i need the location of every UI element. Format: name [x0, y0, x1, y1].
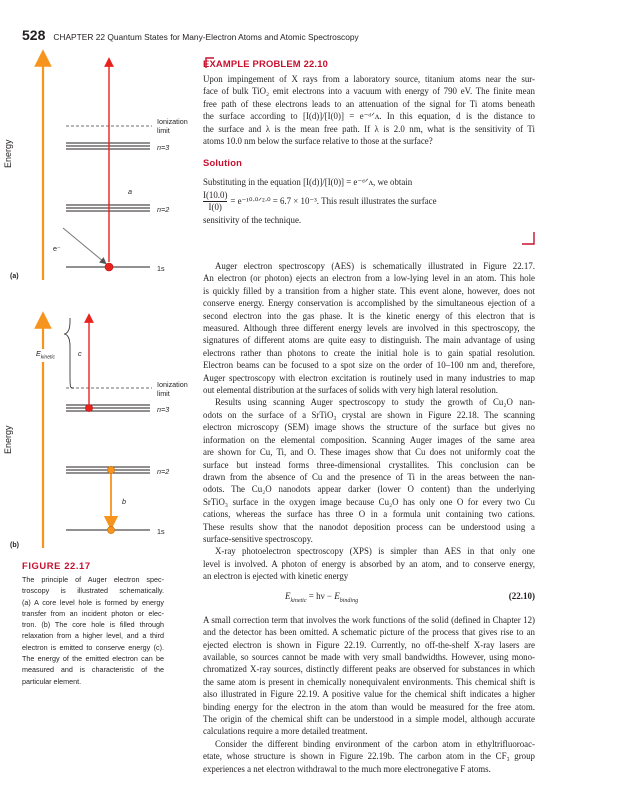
energy-levels-n3-b — [66, 405, 150, 411]
text-line: conserve energy. Energy conservation is accomplished by the simultaneous ejection of a — [203, 298, 535, 309]
text-line: The origin of the chemical shift can be understood in a simple model, although accurate — [203, 714, 535, 725]
1s-label-a: 1s — [157, 264, 165, 273]
text-line: ejected electron is shown in Figure 22.19. Currently, no off-the-shelf X-ray lasers are — [203, 639, 535, 650]
text-line: Auger spectroscopy with electron excitation is routinely used in many industries to map — [203, 372, 535, 383]
text-line: An electron (or photon) ejects an electron from a low-lying level in an atom. This hole — [203, 273, 535, 284]
paragraph-scanning-auger — [203, 396, 535, 545]
paragraph-ethyltrifluoroacetate — [203, 738, 535, 775]
text-line: Results using scanning Auger spectroscopy to study the growth of Cu₂O nan- — [215, 397, 535, 408]
arrow-c-label: c — [78, 349, 82, 358]
text-line: (a) A core level hole is formed by energy — [22, 597, 164, 607]
text-line: an electron is ejected with kinetic energy — [203, 571, 349, 582]
main-body-text — [203, 260, 535, 775]
solution-heading: Solution — [203, 157, 243, 169]
text-line: the same atom is present in chemically nonequivalent environments. This chemical shift is — [203, 676, 535, 687]
text-line: cations, whereas the surface has three O in a formula unit containing two cations. — [203, 509, 535, 520]
figure-caption-text — [22, 574, 164, 687]
text-line: out elemental distribution at the surfaces of solids with very high lateral resolution. — [203, 385, 499, 396]
text-line: available, so sources cannot be made with very small bandwidths. However, using mono- — [203, 651, 535, 662]
n2-label-a: n=2 — [157, 205, 170, 214]
1s-label-b: 1s — [157, 527, 165, 536]
text-line: face of bulk TiO₂ emit electrons into a vacuum with energy of 790 eV. The finite mean — [203, 86, 535, 97]
text-line: the surface and λ is the mean free path. If λ is 2.0 nm, what is the sensitivity of Ti — [203, 123, 535, 134]
n3-label-a: n=3 — [157, 143, 170, 152]
text-line: surface but instead forms three-dimensional crystallites. This conclusion can be — [203, 459, 535, 470]
fraction-denominator: I(0) — [208, 201, 222, 212]
text-line: A small correction term that involves the work functions of the solid (defined in Chapter 12) — [203, 614, 535, 625]
panel-a-label: (a) — [10, 273, 19, 280]
text-line: troscopy is illustrated schematically. — [22, 586, 164, 596]
text-line: electron is emitted to conserve energy (c). — [22, 642, 164, 652]
limit-label-b: limit — [157, 389, 170, 398]
text-line: particular element. — [22, 676, 82, 686]
chapter-title: CHAPTER 22 Quantum States for Many-Electron Atoms and Atomic Spectroscopy — [53, 32, 359, 42]
panel-b-label: (b) — [10, 542, 19, 549]
auger-electron — [85, 404, 92, 411]
text-line: and the detector has been omitted. A schematic picture of the process that gives rise to an — [203, 627, 535, 638]
relaxing-electron — [107, 466, 114, 473]
panel-b — [43, 318, 152, 548]
equation-number: (22.10) — [508, 590, 535, 601]
example-title: EXAMPLE PROBLEM 22.10 — [203, 58, 329, 69]
paragraph-chemical-shift — [203, 614, 535, 738]
text-line: measured. Although three different energy levels are involved in this spectroscopy, the — [203, 323, 535, 334]
paragraph-xps — [203, 545, 535, 582]
text-line: drawn from the absence of Cu and the presence of Ti in the areas between the nan- — [203, 471, 535, 482]
arrow-a-label: a — [128, 187, 132, 196]
paragraph-aes — [203, 260, 535, 396]
text-line: measured and is characteristic of the — [22, 665, 164, 675]
page-number: 528 — [22, 27, 46, 43]
text-line: information on the elemental composition. Scanning Auger images of the same area — [203, 434, 535, 445]
text-line: The principle of Auger electron spec- — [22, 575, 164, 584]
text-line: level is involved. A photon of energy is absorbed by an atom, and to conserve energy, — [203, 558, 535, 569]
energy-axis-label-b: Energy — [3, 425, 13, 454]
fraction-numerator: I(10.0) — [203, 189, 228, 200]
text-line: etate, whose structure is shown in Figure 22.19b. The carbon atom in the CF₃ group — [203, 751, 535, 762]
text-line: Electron beams can be focused to a spot size on the order of 10–100 nm and, therefore, — [203, 360, 535, 371]
text-line: relaxation from a higher level, and a third — [22, 631, 164, 641]
text-line: also illustrated in Figure 22.19. A positive value for the chemical shift indicates a higher — [203, 689, 535, 700]
e-kinetic-label: $E_{kinetic}$ — [36, 349, 55, 361]
text-line: free path of these electrons leads to an attenuation of the signal for Ti atoms beneath — [203, 98, 535, 109]
text-line: surface-sensitive spectroscopy. — [203, 533, 313, 544]
figure-caption — [22, 560, 164, 687]
solution-line-1: Substituting in the equation [I(d)]/[I(0)] = e⁻ᵈᐟᴧ, we obtain — [203, 177, 413, 188]
energy-axis-label-a: Energy — [3, 139, 13, 168]
text-line: odots on the surface of a SrTiO₃ crystal are shown in Figure 22.18. The scanning — [203, 409, 535, 420]
text-line: electron microscopy (SEM) image shows the structure of the surface but gives no — [203, 422, 535, 433]
ionization-label-a: Ionization — [157, 117, 188, 126]
electron-label: e⁻ — [53, 244, 61, 253]
solution-fraction — [203, 190, 227, 213]
text-line: odots. The Cu₂O nanodots appear darker (lower O content) than the underlying — [203, 484, 535, 495]
text-line: chromatized X-ray sources, distinctly different peaks are observed for substances in which — [203, 664, 535, 675]
filled-core-hole — [107, 526, 114, 533]
example-problem-text — [203, 73, 535, 147]
limit-label-a: limit — [157, 126, 170, 135]
e-kinetic-bracket — [64, 318, 74, 388]
n2-label-b: n=2 — [157, 467, 170, 476]
text-line: tron. (b) The core hole is filled through — [22, 620, 164, 630]
text-line: second electron into the gas phase. It is the kinetic energy of this electron that is — [203, 310, 535, 321]
text-line: atoms 10.0 nm below the surface relative to those at the surface? — [203, 136, 433, 147]
incident-electron-arrow — [63, 228, 104, 262]
core-electron-a — [105, 263, 113, 271]
n3-label-b: n=3 — [157, 405, 170, 414]
arrow-b-label: b — [122, 497, 126, 506]
text-line: transfer from an incident photon or elec- — [22, 608, 164, 618]
text-line: the surface according to [I(d)]/[I(0)] = e⁻ᵈᐟᴧ. In this equation, d is the distance to — [203, 111, 535, 122]
text-line: calculations require a more detailed treatment. — [203, 726, 368, 737]
figure-22-17-diagram — [0, 0, 200, 560]
text-line: are shown for Cu, Ti, and O. These images show that Cu does not uniformly coat the — [203, 447, 535, 458]
text-line: Upon impingement of X rays from a laboratory source, titanium atoms near the sur- — [203, 74, 535, 84]
text-line: These results show that the nanodot deposition process can be understood using a — [203, 521, 535, 532]
text-line: The energy of the emitted electron can be — [22, 654, 164, 664]
text-line: X-ray photoelectron spectroscopy (XPS) is simpler than AES in that only one — [215, 546, 535, 557]
text-line: Consider the different binding environment of the carbon atom in ethyltrifluoroac- — [215, 738, 535, 749]
text-line: signatures of different atoms are quite easy to distinguish. The main advantage of using — [203, 335, 535, 346]
text-line: Auger electron spectroscopy (AES) is schematically illustrated in Figure 22.17. — [215, 261, 535, 271]
solution-text — [203, 176, 535, 226]
energy-levels-n2-a — [66, 205, 150, 211]
solution-line-3: sensitivity of the technique. — [203, 214, 302, 225]
figure-caption-title: FIGURE 22.17 — [22, 560, 91, 571]
text-line: is quickly filled by a transition from a higher state. This event alone, however, does not — [203, 285, 535, 296]
equation-22-10 — [203, 590, 535, 607]
ionization-label-b: Ionization — [157, 380, 188, 389]
fraction-result: = e⁻¹⁰ᐧ⁰ᐟ²ᐧ⁰ = 6.7 × 10⁻³. This result illustrates the surface — [230, 196, 437, 207]
energy-levels-n3-a — [66, 143, 150, 149]
text-line: electrons rather than photons to create the initial hole is to gain spatial resolution. — [203, 347, 535, 358]
example-problem — [203, 58, 535, 248]
text-line: experiences a net electron withdrawal to the much more electronegative F atoms. — [203, 763, 491, 774]
text-line: binding energy for the electron in the atom than would be measured for the free atom. — [203, 701, 535, 712]
text-line: SrTiO₃ surface in the oxygen image because Cu₂O has only one O for every two Cu — [203, 496, 535, 507]
equation-body: $E_{kinetic} = h\nu - E_{binding}$ — [285, 590, 359, 604]
